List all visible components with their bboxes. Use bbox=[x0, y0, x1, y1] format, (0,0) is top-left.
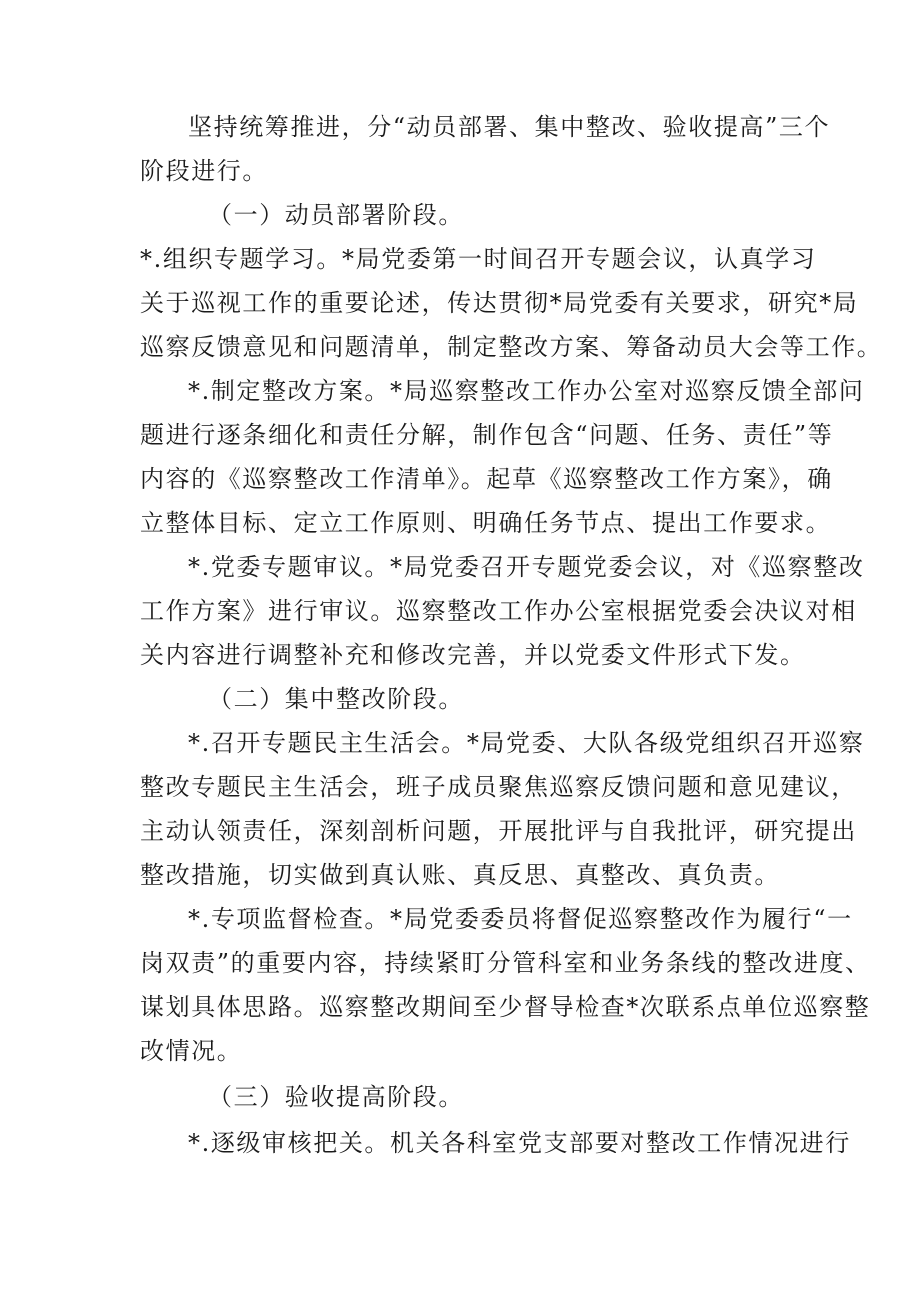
section-heading: （二）集中整改阶段。 bbox=[208, 685, 464, 713]
paragraph-line: 题进行逐条细化和责任分解，制作包含“问题、任务、责任”等 bbox=[140, 421, 834, 449]
paragraph-line: 岗双责”的重要内容，持续紧盯分管科室和业务条线的整改进度、 bbox=[140, 949, 871, 977]
paragraph-line: *.逐级审核把关。机关各科室党支部要对整改工作情况进行 bbox=[188, 1129, 851, 1157]
paragraph-line: 立整体目标、定立工作原则、明确任务节点、提出工作要求。 bbox=[140, 509, 832, 537]
paragraph-line: 改情况。 bbox=[140, 1037, 243, 1065]
paragraph-line: 谋划具体思路。巡察整改期间至少督导检查*次联系点单位巡察整 bbox=[140, 993, 871, 1021]
paragraph-line: 内容的《巡察整改工作清单》。起草《巡察整改工作方案》，确 bbox=[140, 465, 833, 493]
paragraph-line: 关内容进行调整补充和修改完善，并以党委文件形式下发。 bbox=[140, 641, 806, 669]
section-heading: （一）动员部署阶段。 bbox=[208, 201, 464, 229]
paragraph-line: *.组织专题学习。*局党委第一时间召开专题会议，认真学习 bbox=[140, 245, 817, 273]
paragraph-line: 整改措施，切实做到真认账、真反思、真整改、真负责。 bbox=[140, 861, 780, 889]
paragraph-line: 阶段进行。 bbox=[140, 157, 268, 185]
section-heading: （三）验收提高阶段。 bbox=[208, 1083, 464, 1111]
paragraph-line: 整改专题民主生活会，班子成员聚焦巡察反馈问题和意见建议， bbox=[140, 773, 857, 801]
paragraph-line: *.制定整改方案。*局巡察整改工作办公室对巡察反馈全部问 bbox=[188, 377, 865, 405]
paragraph-line: 关于巡视工作的重要论述，传达贯彻*局党委有关要求，研究*局 bbox=[140, 289, 859, 317]
paragraph-line: *.召开专题民主生活会。*局党委、大队各级党组织召开巡察 bbox=[188, 729, 865, 757]
paragraph-line: 坚持统筹推进，分“动员部署、集中整改、验收提高”三个 bbox=[188, 113, 831, 141]
paragraph-line: 主动认领责任，深刻剖析问题，开展批评与自我批评，研究提出 bbox=[140, 817, 857, 845]
paragraph-line: 巡察反馈意见和问题清单，制定整改方案、筹备动员大会等工作。 bbox=[140, 333, 883, 361]
paragraph-line: *.专项监督检查。*局党委委员将督促巡察整改作为履行“一 bbox=[188, 905, 853, 933]
paragraph-line: 工作方案》进行审议。巡察整改工作办公室根据党委会决议对相 bbox=[140, 597, 857, 625]
paragraph-line: *.党委专题审议。*局党委召开专题党委会议，对《巡察整改 bbox=[188, 553, 865, 581]
